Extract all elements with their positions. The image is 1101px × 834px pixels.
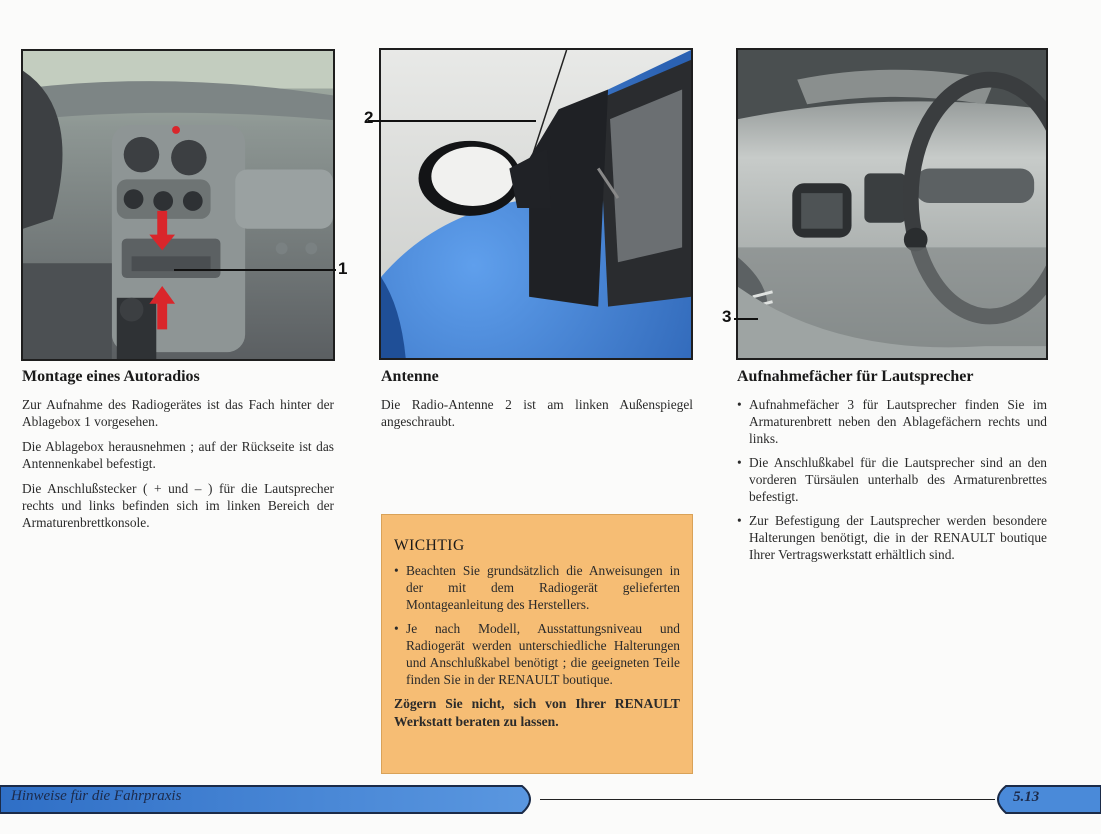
callout-line-3 xyxy=(734,318,758,320)
paragraph-3: Die Anschlußstecker ( + und – ) für die Lautsprecher rechts und links befinden sich im linken Bereich der Armaturenbrettkonsole. xyxy=(22,481,334,530)
footer-section-label: Hinweise für die Fahrpraxis xyxy=(11,788,182,804)
photo-mirror-antenna xyxy=(379,48,693,360)
column-middle xyxy=(381,368,693,438)
warning-title: WICHTIG xyxy=(394,537,465,554)
list-item: • Beachten Sie grundsätzlich die Anweisungen in der mit dem Radiogerät gelieferten Montageanleitung des Herstellers. xyxy=(394,562,680,613)
footer-divider xyxy=(540,799,995,800)
page-number: 5.13 xyxy=(1013,789,1040,805)
footer-page-tab xyxy=(988,784,1101,815)
heading-lautsprecher: Aufnahmefächer für Lautsprecher xyxy=(737,368,974,385)
photo-dashboard-console xyxy=(21,49,335,361)
photo-speaker-compartment xyxy=(736,48,1048,360)
list-item: • Zur Befestigung der Lautsprecher werden besondere Halterungen benötigt, die in der RENAULT boutique Ihrer Vertragswerkstatt erhältlich sind. xyxy=(737,512,1047,563)
bullet-list-lautsprecher xyxy=(737,396,1047,563)
callout-line-2 xyxy=(368,120,536,122)
callout-number-2: 2 xyxy=(364,108,374,127)
list-item: • Die Anschlußkabel für die Lautsprecher sind an den vorderen Türsäulen unterhalb des Armaturenbrettes befestigt. xyxy=(737,454,1047,505)
column-left xyxy=(22,368,334,539)
warning-list xyxy=(394,562,680,688)
callout-line-1 xyxy=(174,269,336,271)
callout-number-3: 3 xyxy=(722,307,732,326)
warning-box xyxy=(381,514,693,774)
heading-antenne: Antenne xyxy=(381,368,439,385)
column-right xyxy=(737,368,1047,570)
list-item: • Aufnahmefächer 3 für Lautsprecher finden Sie im Armaturenbrett neben den Ablagefächern rechts und links. xyxy=(737,396,1047,447)
paragraph-antenne: Die Radio-Antenne 2 ist am linken Außenspiegel angeschraubt. xyxy=(381,397,693,429)
heading-montage-autoradio: Montage eines Autoradios xyxy=(22,368,200,385)
warning-final-note: Zögern Sie nicht, sich von Ihrer RENAULT Werkstatt beraten zu lassen. xyxy=(394,696,680,729)
paragraph-2: Die Ablagebox herausnehmen ; auf der Rückseite ist das Antennenkabel befestigt. xyxy=(22,439,334,471)
callout-number-1: 1 xyxy=(338,259,348,278)
paragraph-1: Zur Aufnahme des Radiogerätes ist das Fach hinter der Ablagebox 1 vorgesehen. xyxy=(22,397,334,429)
list-item: • Je nach Modell, Ausstattungsniveau und Radiogerät werden unterschiedliche Halterungen und Anschlußkabel benötigt ; die geeigneten Teile finden Sie in der RENAULT boutique. xyxy=(394,620,680,688)
